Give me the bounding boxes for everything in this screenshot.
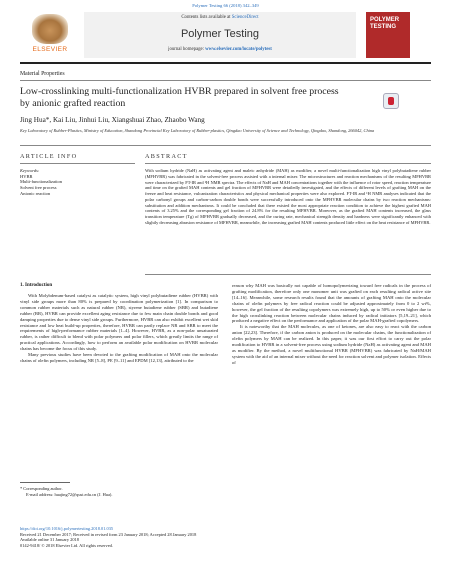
homepage-link[interactable]: www.elsevier.com/locate/polytest xyxy=(205,47,272,52)
paragraph: With Molybdenum-based catalyst as catalytic system, high vinyl polybutadiene rubber (HVBR) with vinyl side groups more than 80% is prepared by coordination polymerization [1]. In comparison to common rubber materials such as natural rubber (NR), styrene butadiene rubber (SBR) and butadiene rubber (BR), HVBR can provide excellent aging resistance due to few main chain double bonds and good damping properties due to dense vinyl side groups. Furthermore, HVBR can also exhibit excellent wet skid resistance and low heat build-up properties, therefore, HVBR can partly replace NR and SBR to meet the requirements of high-performance rubber materials [1–4]. However, HVBR, as a non-polar unsaturated rubber, is rather difficult to blend with polar polymers and polar fillers, which greatly limits the range of practical applications. Accordingly, how to perform an available polar modification on HVBR molecular chains has become the focus of this study. xyxy=(20,293,218,352)
sciencedirect-link[interactable]: ScienceDirect xyxy=(231,15,259,20)
author-list[interactable]: Jing Hua*, Kai Liu, Jinhui Liu, Xiangshuai Zhao, Zhaobo Wang xyxy=(20,116,205,124)
keyword: Solvent free process xyxy=(20,185,57,191)
article-info-heading: ARTICLE INFO xyxy=(20,153,78,160)
publisher-logo xyxy=(20,12,80,58)
article-title: Low-crosslinking multi-functionalization HVBR prepared in solvent free process by anionic grafted reaction xyxy=(20,86,339,109)
available-online: Available online 31 January 2018 xyxy=(20,537,79,543)
publisher-name: ELSEVIER xyxy=(32,46,68,53)
section-type: Material Properties xyxy=(20,71,65,77)
divider xyxy=(20,145,431,146)
body-column-left xyxy=(20,293,218,364)
paragraph: Many previous studies have been devoted to the grafting modification of MAH onto the molecular chains of olefin polymers, including NR [5–8], PE [9–11] and EPDM [12,13], attributed to the xyxy=(20,352,218,363)
copyright: 0142-9418/ © 2018 Elsevier Ltd. All rights reserved. xyxy=(20,542,113,548)
introduction-heading: 1. Introduction xyxy=(20,283,53,288)
abstract-heading: ABSTRACT xyxy=(145,153,188,160)
header-divider xyxy=(20,62,431,64)
affiliation: Key Laboratory of Rubber-Plastics, Ministry of Education, Shandong Provincial Key Laboratory of Rubber-plastics, Qingdao University of Science and Technology, Qingdao, Shandong, 266042, China xyxy=(20,128,375,133)
journal-header xyxy=(20,12,431,58)
keywords-label: Keywords: xyxy=(20,168,40,173)
keyword: Multi-functionalization xyxy=(20,179,62,185)
divider xyxy=(145,274,431,275)
email-address[interactable]: E-mail address: huajing72@qust.edu.cn (J. Hua). xyxy=(26,491,113,497)
journal-banner xyxy=(84,12,356,58)
keyword: HVBR xyxy=(20,173,33,179)
corresponding-author-note: * Corresponding author. xyxy=(20,486,63,491)
paragraph: It is noteworthy that the MAH molecules, as one of ketones, are also easy to react with the carbon anion [22,23]. Therefore, if the carbon anion is produced on the molecular chains, the functionalization of olefin polymers by MAH can be realized. In this paper, it was our first effort to carry out the polar modification to HVBR in a solvent-free process using sodium hydride (NaH) as activating agent and MAH as modifier. By the method, a novel multifunctional HVBR (MFHVBR) was fabricated by NaH/MAH system with the aid of an internal mixer without the need for reaction solvent and polymer isolation. Effects of xyxy=(232,324,431,365)
keyword: Anionic reaction xyxy=(20,190,51,196)
abstract-text: With sodium hydride (NaH) as activating agent and maleic anhydride (MAH) as modifier, a novel multi-functionalization high vinyl polybutadiene rubber (MFHVBR) was fabricated in the solvent-free process assisted with a internal mixer. The microstructures and reaction mechanisms of the resulting MFHVBR were characterized by FT-IR and ¹H NMR spectra. The effects of NaH and MAH concentrations together with the influence of rotor speed, reaction temperature and time on the grafted MAH contents and gel fraction of MFHVBR were detailedly investigated, and the effects of different levels of grafting MAH on the freeze and heat resistance, vulcanization characteristics and physical mechanical properties were also explored. FT-IR and ¹H NMR analyses indicated that the polar carbonyl groups and carbon-carbon double bonds were successfully introduced onto the MFHVBR molecular chains by two reaction mechanisms: substitution and addition mechanisms. It could be concluded that there existed the most appropriate reaction condition to achieve the highest grafted MAH contents of 3.25% and the corresponding gel fraction of 24.8% for the resulting MFHVBR. Moreover, as the grafted MAH contents increased, the glass transition temperature (Tg) of MFHVBR gradually decreased, and the curing rate, mechanical strength density and hardness were significantly enhanced with slightly decreasing abrasion resistance of MFHVBR, meanwhile, the increasing grafted MAH contents produced little effect on the heat resistance of MFHVBR. xyxy=(145,168,431,225)
body-column-right xyxy=(232,283,431,366)
article-metadata xyxy=(20,526,320,548)
journal-homepage: journal homepage: www.elsevier.com/locate/polytest xyxy=(168,47,272,52)
divider xyxy=(20,163,135,164)
elsevier-tree-icon xyxy=(32,14,68,44)
doi-link[interactable]: https://doi.org/10.1016/j.polymertesting.2018.01.035 xyxy=(20,526,114,531)
paragraph: reason why MAH was basically not capable of homopolymerizing toward free radicals in the process of grafting modification, therefore only one monomer unit was grafted on each resulting radical active site [14–16]. Meanwhile, some research results found that the amounts of grafting MAH onto the molecular chains of olefin polymers by free radical reaction could be adjusted approximately from 0 to 2 wt%, however, the gel fraction of the resulting copolymers was extremely high, up to 50% or even higher due to the high crosslinking reaction between molecular chains induced by radical initiators [5,19–21], which produced a negative effect on the performance and application of the polar MAH-grafted copolymers. xyxy=(232,283,431,324)
footnote xyxy=(20,486,220,497)
divider xyxy=(145,163,431,164)
journal-citation[interactable]: Polymer Testing 66 (2018) 342–349 xyxy=(192,3,259,8)
crossmark-icon[interactable] xyxy=(383,93,399,109)
received-dates: Received 21 December 2017; Received in revised form 23 January 2018; Accepted 28 January 2018 xyxy=(20,531,197,537)
journal-cover[interactable]: POLYMER TESTING xyxy=(366,12,410,58)
keywords-block xyxy=(20,168,135,197)
contents-line: Contents lists available at ScienceDirect xyxy=(181,15,259,20)
journal-title: Polymer Testing xyxy=(180,28,260,40)
footnote-divider xyxy=(20,482,70,483)
divider xyxy=(20,80,431,81)
